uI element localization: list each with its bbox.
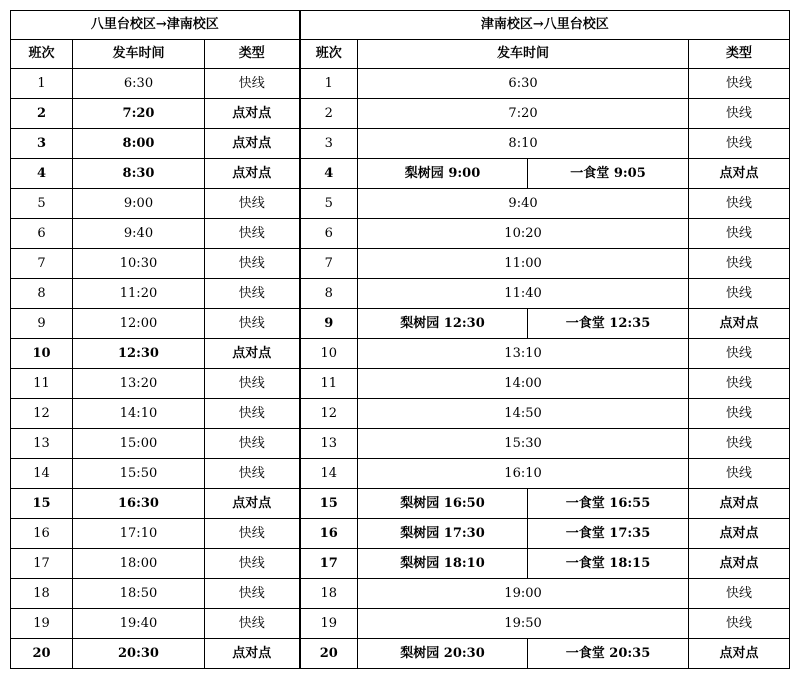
right-trip-no: 6 [300, 219, 358, 249]
right-trip-no: 12 [300, 399, 358, 429]
right-trip-type: 快线 [689, 579, 790, 609]
right-stop-yishitang: 一食堂 17:35 [528, 519, 689, 549]
left-trip-type: 快线 [205, 399, 300, 429]
right-route-title: 津南校区→八里台校区 [300, 11, 790, 40]
right-header-trip: 班次 [300, 40, 358, 69]
right-trip-no: 18 [300, 579, 358, 609]
left-trip-no: 8 [11, 279, 73, 309]
right-trip-type: 快线 [689, 129, 790, 159]
left-trip-type: 快线 [205, 279, 300, 309]
right-trip-no: 9 [300, 309, 358, 339]
right-stop-yishitang: 一食堂 18:15 [528, 549, 689, 579]
left-departure-time: 15:00 [73, 429, 205, 459]
table-row [11, 549, 790, 579]
schedule-document [10, 10, 790, 669]
right-trip-type: 点对点 [689, 309, 790, 339]
left-trip-type: 快线 [205, 519, 300, 549]
right-departure-time: 10:20 [358, 219, 689, 249]
left-trip-no: 12 [11, 399, 73, 429]
right-departure-time: 14:50 [358, 399, 689, 429]
right-trip-type: 快线 [689, 609, 790, 639]
left-departure-time: 11:20 [73, 279, 205, 309]
right-trip-type: 快线 [689, 399, 790, 429]
table-row [11, 69, 790, 99]
left-departure-time: 7:20 [73, 99, 205, 129]
table-row [11, 369, 790, 399]
right-stop-yishitang: 一食堂 20:35 [528, 639, 689, 669]
table-row [11, 519, 790, 549]
right-trip-no: 10 [300, 339, 358, 369]
table-row [11, 429, 790, 459]
right-trip-type: 快线 [689, 99, 790, 129]
left-trip-type: 快线 [205, 549, 300, 579]
right-trip-type: 快线 [689, 69, 790, 99]
table-row [11, 489, 790, 519]
left-departure-time: 19:40 [73, 609, 205, 639]
table-row [11, 159, 790, 189]
left-trip-type: 快线 [205, 69, 300, 99]
left-trip-no: 17 [11, 549, 73, 579]
right-trip-no: 14 [300, 459, 358, 489]
right-trip-type: 点对点 [689, 519, 790, 549]
right-departure-time: 16:10 [358, 459, 689, 489]
right-trip-no: 8 [300, 279, 358, 309]
right-trip-type: 快线 [689, 429, 790, 459]
table-row [11, 339, 790, 369]
header-row [11, 40, 790, 69]
right-stop-lishuyuan: 梨树园 16:50 [358, 489, 528, 519]
right-stop-yishitang: 一食堂 12:35 [528, 309, 689, 339]
left-departure-time: 20:30 [73, 639, 205, 669]
table-row [11, 189, 790, 219]
left-header-departure: 发车时间 [73, 40, 205, 69]
left-trip-no: 10 [11, 339, 73, 369]
left-departure-time: 17:10 [73, 519, 205, 549]
left-trip-no: 16 [11, 519, 73, 549]
right-trip-type: 点对点 [689, 489, 790, 519]
left-trip-type: 快线 [205, 459, 300, 489]
left-departure-time: 18:00 [73, 549, 205, 579]
bus-schedule-table [10, 10, 790, 669]
right-trip-type: 快线 [689, 459, 790, 489]
left-trip-type: 快线 [205, 219, 300, 249]
right-trip-type: 点对点 [689, 549, 790, 579]
right-trip-type: 快线 [689, 249, 790, 279]
right-trip-no: 17 [300, 549, 358, 579]
right-header-departure: 发车时间 [358, 40, 689, 69]
left-trip-type: 点对点 [205, 339, 300, 369]
schedule-body [11, 11, 790, 669]
table-row [11, 249, 790, 279]
left-departure-time: 10:30 [73, 249, 205, 279]
right-trip-no: 15 [300, 489, 358, 519]
left-header-trip: 班次 [11, 40, 73, 69]
left-trip-no: 5 [11, 189, 73, 219]
right-trip-no: 7 [300, 249, 358, 279]
table-row [11, 609, 790, 639]
left-departure-time: 8:30 [73, 159, 205, 189]
left-trip-no: 7 [11, 249, 73, 279]
right-stop-yishitang: 一食堂 9:05 [528, 159, 689, 189]
right-trip-type: 快线 [689, 219, 790, 249]
right-trip-type: 快线 [689, 189, 790, 219]
right-trip-type: 点对点 [689, 159, 790, 189]
right-trip-no: 3 [300, 129, 358, 159]
left-trip-no: 13 [11, 429, 73, 459]
right-trip-no: 20 [300, 639, 358, 669]
right-departure-time: 19:00 [358, 579, 689, 609]
left-trip-type: 快线 [205, 609, 300, 639]
right-departure-time: 14:00 [358, 369, 689, 399]
right-departure-time: 8:10 [358, 129, 689, 159]
right-stop-lishuyuan: 梨树园 20:30 [358, 639, 528, 669]
table-row [11, 399, 790, 429]
left-trip-no: 6 [11, 219, 73, 249]
left-trip-type: 点对点 [205, 159, 300, 189]
left-departure-time: 14:10 [73, 399, 205, 429]
left-trip-no: 15 [11, 489, 73, 519]
left-trip-no: 9 [11, 309, 73, 339]
left-departure-time: 12:30 [73, 339, 205, 369]
right-stop-lishuyuan: 梨树园 17:30 [358, 519, 528, 549]
right-trip-type: 点对点 [689, 639, 790, 669]
left-trip-no: 18 [11, 579, 73, 609]
left-departure-time: 15:50 [73, 459, 205, 489]
left-departure-time: 16:30 [73, 489, 205, 519]
table-row [11, 639, 790, 669]
right-stop-lishuyuan: 梨树园 12:30 [358, 309, 528, 339]
right-departure-time: 19:50 [358, 609, 689, 639]
left-trip-no: 11 [11, 369, 73, 399]
right-departure-time: 15:30 [358, 429, 689, 459]
left-departure-time: 9:40 [73, 219, 205, 249]
right-departure-time: 9:40 [358, 189, 689, 219]
left-trip-type: 点对点 [205, 489, 300, 519]
left-trip-no: 19 [11, 609, 73, 639]
left-trip-type: 快线 [205, 369, 300, 399]
table-row [11, 219, 790, 249]
right-departure-time: 11:40 [358, 279, 689, 309]
left-trip-no: 20 [11, 639, 73, 669]
right-stop-lishuyuan: 梨树园 9:00 [358, 159, 528, 189]
left-departure-time: 12:00 [73, 309, 205, 339]
left-departure-time: 9:00 [73, 189, 205, 219]
left-departure-time: 8:00 [73, 129, 205, 159]
table-row [11, 99, 790, 129]
left-departure-time: 13:20 [73, 369, 205, 399]
right-stop-lishuyuan: 梨树园 18:10 [358, 549, 528, 579]
table-row [11, 129, 790, 159]
left-trip-type: 点对点 [205, 99, 300, 129]
left-trip-no: 1 [11, 69, 73, 99]
right-trip-type: 快线 [689, 279, 790, 309]
left-trip-type: 快线 [205, 429, 300, 459]
left-departure-time: 18:50 [73, 579, 205, 609]
right-trip-no: 11 [300, 369, 358, 399]
right-trip-type: 快线 [689, 369, 790, 399]
left-trip-type: 快线 [205, 189, 300, 219]
left-trip-no: 3 [11, 129, 73, 159]
left-trip-type: 点对点 [205, 129, 300, 159]
left-trip-no: 14 [11, 459, 73, 489]
right-stop-yishitang: 一食堂 16:55 [528, 489, 689, 519]
left-header-type: 类型 [205, 40, 300, 69]
right-departure-time: 13:10 [358, 339, 689, 369]
right-trip-type: 快线 [689, 339, 790, 369]
left-trip-no: 2 [11, 99, 73, 129]
left-route-title: 八里台校区→津南校区 [11, 11, 300, 40]
title-row [11, 11, 790, 40]
right-trip-no: 1 [300, 69, 358, 99]
right-trip-no: 16 [300, 519, 358, 549]
left-trip-type: 快线 [205, 579, 300, 609]
table-row [11, 279, 790, 309]
right-trip-no: 13 [300, 429, 358, 459]
right-trip-no: 19 [300, 609, 358, 639]
left-trip-type: 快线 [205, 249, 300, 279]
right-trip-no: 2 [300, 99, 358, 129]
right-departure-time: 6:30 [358, 69, 689, 99]
right-trip-no: 4 [300, 159, 358, 189]
left-trip-type: 快线 [205, 309, 300, 339]
right-header-type: 类型 [689, 40, 790, 69]
table-row [11, 459, 790, 489]
left-departure-time: 6:30 [73, 69, 205, 99]
table-row [11, 309, 790, 339]
left-trip-type: 点对点 [205, 639, 300, 669]
right-trip-no: 5 [300, 189, 358, 219]
right-departure-time: 11:00 [358, 249, 689, 279]
table-row [11, 579, 790, 609]
right-departure-time: 7:20 [358, 99, 689, 129]
left-trip-no: 4 [11, 159, 73, 189]
